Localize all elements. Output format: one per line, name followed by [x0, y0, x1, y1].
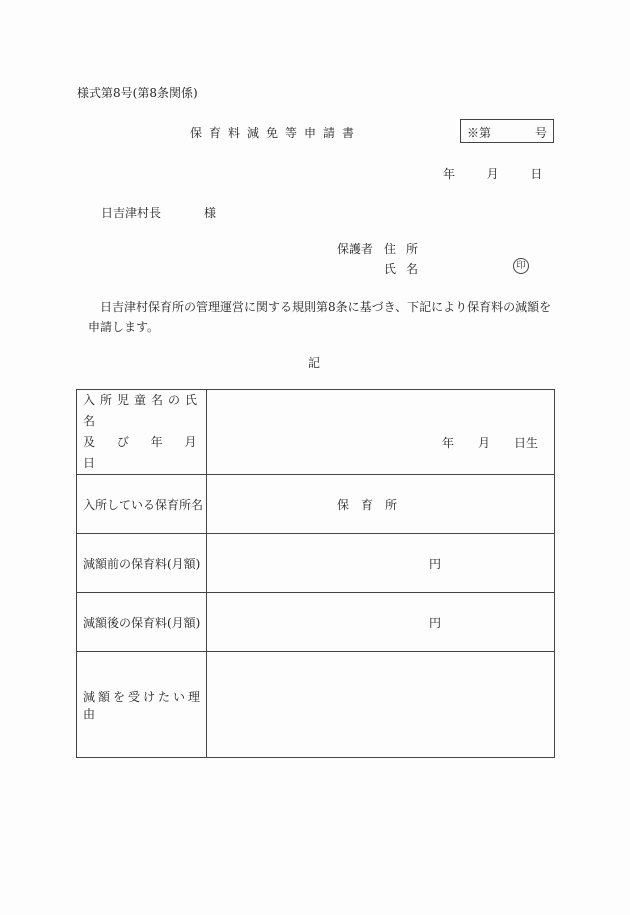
table-row — [77, 475, 555, 534]
nursery-name-field[interactable] — [207, 475, 555, 534]
table-row — [77, 593, 555, 652]
table-row — [77, 390, 555, 475]
table-row — [77, 534, 555, 593]
application-statement: 日吉津村保育所の管理運営に関する規則第8条に基づき、下記により保育料の減額を申請します。 — [88, 300, 552, 334]
addressee-honorific: 様 — [204, 206, 217, 220]
row-label: 減額を受けたい理由 — [77, 652, 207, 758]
seal-icon: 印 — [513, 258, 529, 274]
addressee — [101, 204, 216, 221]
name-label: 氏名 — [384, 262, 429, 276]
row-label: 入所している保育所名 — [77, 475, 207, 534]
address-label: 住所 — [384, 242, 429, 256]
date-month: 月 — [486, 167, 499, 181]
birthdate-suffix: 年 月 日生 — [441, 435, 538, 450]
document-title: 保育料減免等申請書 — [190, 126, 362, 140]
addressee-name: 日吉津村長 — [101, 206, 162, 220]
row-label — [77, 390, 207, 475]
ki-heading: 記 — [308, 356, 321, 370]
nursery-suffix: 保 育 所 — [337, 497, 398, 512]
reference-number-box — [460, 119, 554, 143]
fee-before-field[interactable] — [207, 534, 555, 593]
yen-unit: 円 — [429, 615, 442, 630]
form-number-label: 様式第8号(第8条関係) — [77, 86, 198, 100]
date-line — [443, 165, 542, 182]
label-line: 入所児童名の氏名 — [83, 393, 203, 428]
row-label: 減額前の保育料(月額) — [77, 534, 207, 593]
reason-field[interactable] — [207, 652, 555, 758]
number-prefix: ※第 — [467, 126, 492, 140]
guardian-label: 保護者 — [337, 242, 374, 256]
row-label: 減額後の保育料(月額) — [77, 593, 207, 652]
table-row — [77, 652, 555, 758]
yen-unit: 円 — [429, 556, 442, 571]
date-day: 日 — [530, 167, 543, 181]
number-suffix: 号 — [534, 126, 547, 140]
application-table — [76, 389, 555, 758]
date-year: 年 — [443, 167, 456, 181]
fee-after-field[interactable] — [207, 593, 555, 652]
label-line: 及 び 年 月 日 — [83, 435, 206, 470]
birthdate-field[interactable] — [207, 390, 555, 475]
